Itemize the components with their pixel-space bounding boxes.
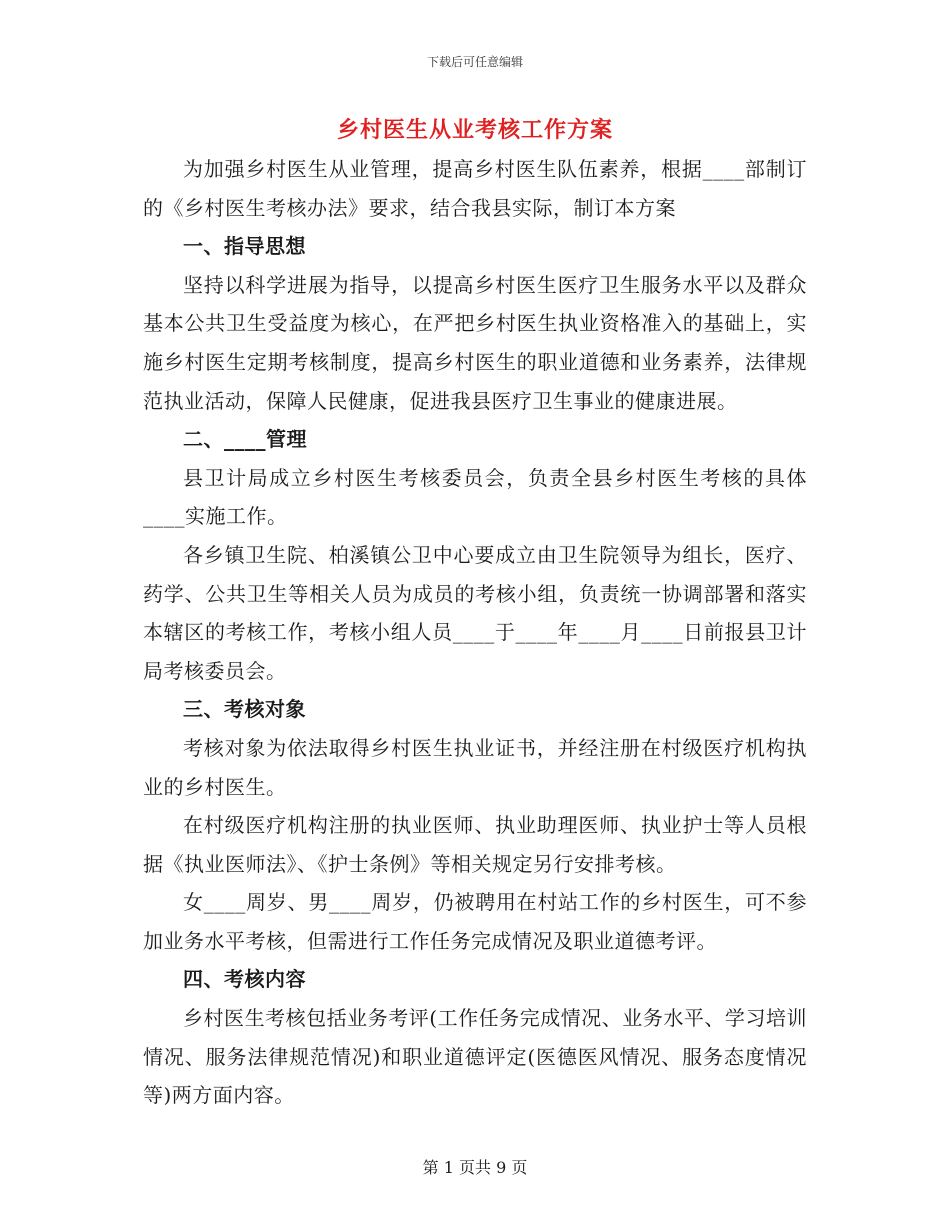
paragraph-township-groups: 各乡镇卫生院、柏溪镇公卫中心要成立由卫生院领导为组长，医疗、药学、公共卫生等相关人员为成员的考核小组，负责统一协调部署和落实本辖区的考核工作，考核小组人员____于____年____月____日前报县卫计局考核委员会。 <box>143 542 807 683</box>
page-number: 第 1 页共 9 页 <box>422 1158 528 1177</box>
section-heading-targets: 三、考核对象 <box>183 697 306 722</box>
section-heading-content: 四、考核内容 <box>183 967 306 992</box>
paragraph-content: 乡村医生考核包括业务考评(工作任务完成情况、业务水平、学习培训情况、服务法律规范情况)和职业道德评定(医德医风情况、服务态度情况等)两方面内容。 <box>143 1006 807 1108</box>
page-header-note: 下载后可任意编辑 <box>426 55 523 69</box>
paragraph-guiding-thought: 坚持以科学进展为指导，以提高乡村医生医疗卫生服务水平以及群众基本公共卫生受益度为核心，在严把乡村医生执业资格准入的基础上，实施乡村医生定期考核制度，提高乡村医生的职业道德和业务素养，法律规范执业活动，保障人民健康，促进我县医疗卫生事业的健康进展。 <box>143 272 807 413</box>
section-heading-guiding-thought: 一、指导思想 <box>183 234 306 259</box>
document-title: 乡村医生从业考核工作方案 <box>336 117 613 143</box>
paragraph-intro: 为加强乡村医生从业管理，提高乡村医生队伍素养，根据____部制订的《乡村医生考核办法》要求，结合我县实际，制订本方案 <box>143 157 807 220</box>
section-heading-management: 二、____管理 <box>183 427 307 452</box>
paragraph-registered-staff: 在村级医疗机构注册的执业医师、执业助理医师、执业护士等人员根据《执业医师法》、《护士条例》等相关规定另行安排考核。 <box>143 813 807 876</box>
document-body <box>143 150 807 1115</box>
paragraph-age-exemption: 女____周岁、男____周岁，仍被聘用在村站工作的乡村医生，可不参加业务水平考核，但需进行工作任务完成情况及职业道德考评。 <box>143 890 807 953</box>
paragraph-targets: 考核对象为依法取得乡村医生执业证书，并经注册在村级医疗机构执业的乡村医生。 <box>143 735 807 799</box>
paragraph-committee: 县卫计局成立乡村医生考核委员会，负责全县乡村医生考核的具体____实施工作。 <box>143 465 807 529</box>
